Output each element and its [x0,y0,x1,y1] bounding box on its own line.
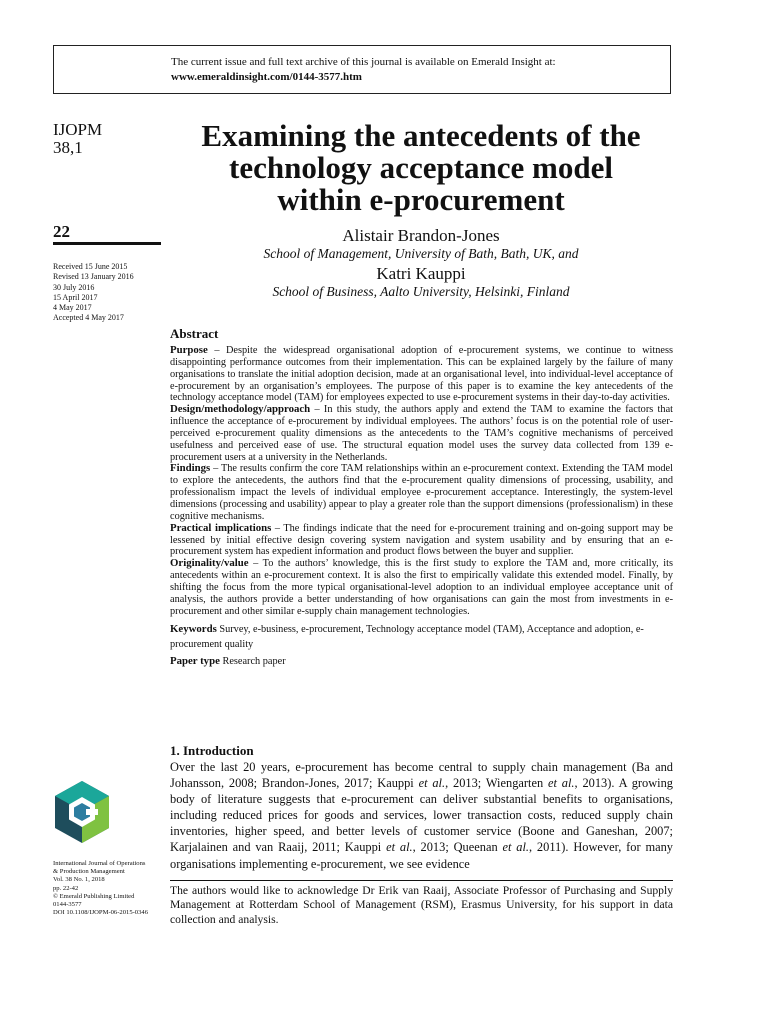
introduction-section [170,743,673,872]
abstract-text: – To the authors’ knowledge, this is the first study to explore the TAM and, more critically, its antecedents within an e-procurement context. It is also the first to empirically validate this extended model. Finally, by shifting the focus from the more typical organisational-level adoption to an individual employee acceptance unit of analysis, the authors provide a better understanding of how organisations can gain the most from investments in e-procurement and other similar e-supply chain management technologies. [170,558,673,617]
section-heading: 1. Introduction [170,743,254,758]
et-al: et al. [502,840,529,855]
abstract-text: – Despite the widespread organisational adoption of e-procurement systems, we continue to witness disappointing performance outcomes from their implementation. This can be explained largely by the failure of many organisations to translate the initial adoption decision, made at an organisational level, into individual-level acceptance of e-procurement by an organisation’s employees. The purpose of this paper is to examine the key antecedents of the technology acceptance model (TAM) for employees expected to use e-procurement systems in their day-to-day activities. [170,345,673,404]
intro-text: Over the last 20 years, e-procurement has become central to supply chain management (Ba and Johansson, 2008; Brandon-Jones, 2017; Kauppi [170,760,673,791]
title-line: within e-procurement [277,182,565,217]
abstract-originality [170,558,673,617]
abstract-text: – The findings indicate that the need for e-procurement training and on-going support may be lessened by initial effective design covering system navigation and system usability and by ensuring that an e-procurement system has expedient information and product flows between the buyer and supplier. [170,522,673,558]
journal-abbrev-block [53,121,102,157]
et-al: et al. [548,776,575,791]
abstract-purpose [170,345,673,404]
intro-text: , 2013). A growing body of literature suggests that e-procurement can deliver substantial benefits to organisations, including reduced prices for goods and services, lower transaction costs, reduced supply chain inventories, higher speed, and better levels of customer service (Boone and Ganeshan, 2007; Karjalainen and van Raaij, 2011; Kauppi [170,776,673,855]
sidebar-rule [53,242,161,245]
abstract-heading: Abstract [170,326,219,341]
keywords [170,622,673,652]
pubinfo-line: 0144-3577 [53,901,82,909]
journal-notice-box [53,45,671,94]
logo-notch [86,809,98,815]
paper-type-label: Paper type [170,655,220,668]
journal-abbrev: IJOPM [53,120,103,139]
date-revised-3: 15 April 2017 [53,292,98,302]
keywords-label: Keywords [170,623,217,636]
author-affiliation: School of Management, University of Bath, Bath, UK, and [263,246,579,261]
footnote-rule [170,880,673,881]
page-number: 22 [53,222,70,241]
publisher-info [53,860,163,917]
abstract-label: Findings [170,462,211,475]
keywords-text: Survey, e-business, e-procurement, Technology acceptance model (TAM), Acceptance and adoption, e-procurement quality [170,624,644,651]
acknowledgement-footnote: The authors would like to acknowledge Dr Erik van Raaij, Associate Professor of Purchasing and Supply Management at Rotterdam School of Management (RSM), Erasmus University, for his support in data collection and analysis. [170,884,673,926]
abstract-label: Design/methodology/approach [170,403,311,416]
abstract-text: – In this study, the authors apply and extend the TAM to examine the factors that influence the acceptance of e-procurement by individual employees. The authors’ focus is on the potential role of user-perceived e-procurement quality dimensions as the antecedents to the TAM’s cognitive mechanisms of perceived usefulness and perceived ease of use. The structural equation model uses the survey data collected from 139 e-procurement users at a university in the Netherlands. [170,404,673,463]
author-affiliation: School of Business, Aalto University, Helsinki, Finland [272,284,570,299]
pubinfo-line: pp. 22-42 [53,884,79,892]
abstract-label: Purpose [170,344,208,356]
journal-volume: 38,1 [53,138,83,157]
pubinfo-line: & Production Management [53,868,125,876]
abstract-design [170,404,673,463]
author-block [170,227,672,303]
pubinfo-line: DOI 10.1108/IJOPM-06-2015-0346 [53,909,148,917]
intro-paragraph [170,759,673,872]
notice-text: The current issue and full text archive of this journal is available on Emerald Insight at: [171,56,556,68]
date-accepted: Accepted 4 May 2017 [53,313,124,323]
pubinfo-line: Vol. 38 No. 1, 2018 [53,876,105,884]
abstract-label: Originality/value [170,557,249,570]
emerald-logo [53,779,111,845]
intro-text: , 2011). However, for many organisations implementing e-procurement, we see evidence [170,840,673,871]
submission-dates [53,262,134,324]
et-al: et al. [386,840,413,855]
title-line: Examining the antecedents of the [201,118,641,153]
et-al: et al. [418,776,446,791]
abstract-text: – The results confirm the core TAM relationships within an e-procurement context. Extending the TAM model to explore the antecedents, the authors find that the e-procurement quality dimensions of processing, usability, and professionalism impact the levels of individual employee e-procurement acceptance. Interestingly, the system-level dimensions (processing and usability) appear to play a greater role than the support dimensions (professionalism) in these cognitive mechanisms. [170,463,673,522]
pubinfo-line: International Journal of Operations [53,860,146,867]
date-revised-2: 30 July 2016 [53,282,95,292]
abstract-findings [170,463,673,522]
intro-text: , 2013; Wiengarten [445,776,548,791]
intro-text: , 2013; Queenan [412,840,503,855]
pubinfo-line: © Emerald Publishing Limited [53,892,135,900]
author-name: Alistair Brandon-Jones [342,226,500,245]
author-name: Katri Kauppi [376,264,466,283]
date-received: Received 15 June 2015 [53,262,128,271]
date-revised-4: 4 May 2017 [53,303,92,313]
title-line: technology acceptance model [229,150,613,185]
article-title [170,120,672,216]
paper-type-text: Research paper [219,656,286,668]
abstract-label: Practical implications [170,521,272,534]
paper-type [170,654,673,669]
date-revised: Revised 13 January 2016 [53,272,134,282]
journal-url-link[interactable]: www.emeraldinsight.com/0144-3577.htm [171,71,362,83]
abstract-implications [170,523,673,559]
abstract-section [170,326,673,669]
